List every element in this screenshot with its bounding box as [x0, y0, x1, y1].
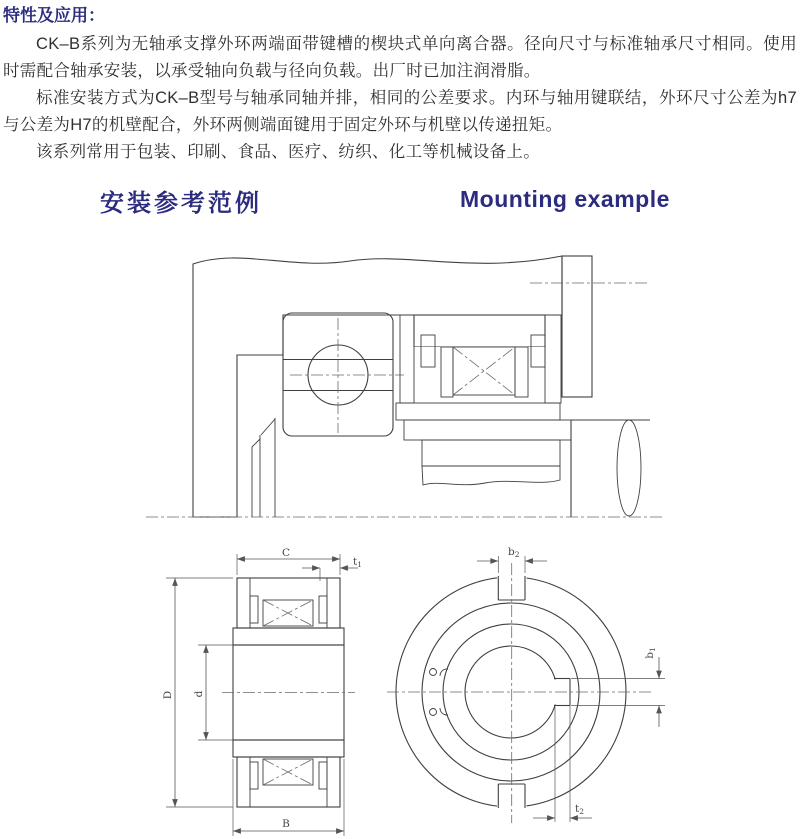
- section-title-zh: 安装参考范例: [100, 190, 262, 217]
- outer-ring-id: [422, 603, 600, 781]
- dim-label-B: B: [282, 818, 290, 830]
- clutch-left-plate: [400, 315, 414, 403]
- dim-label-t1: t1: [353, 556, 363, 569]
- shaft: [571, 420, 650, 517]
- lube-hole-top: [430, 669, 437, 676]
- machine-wall-right: [562, 256, 592, 397]
- clutch-front-view: [387, 563, 653, 823]
- clutch-section: [396, 315, 571, 485]
- spacer-sleeve: [252, 418, 275, 517]
- section-title-en: Mounting example: [460, 186, 670, 212]
- clutch-front-view-drawing: [385, 545, 685, 839]
- shaft-key: [422, 440, 560, 466]
- clutch-inner-ring: [396, 403, 560, 420]
- dim-t1: [302, 556, 362, 581]
- clutch-cross-section: [222, 578, 355, 807]
- mounting-example-drawing: [140, 228, 670, 532]
- dim-label-C: C: [281, 547, 291, 559]
- shaft-break-symbol: [617, 420, 641, 516]
- ball-bearing-section: [283, 313, 404, 436]
- dim-C: [237, 547, 340, 575]
- intro-text-block: [0, 4, 797, 166]
- intro-paragraph-3: 该系列常用于包装、印刷、食品、医疗、纺织、化工等机械设备上。: [36, 143, 540, 161]
- intro-paragraph-2: 标准安装方式为CK–B型号与轴承同轴并排，相同的公差要求。内环与轴用键联结，外环尺寸公差为h7与公差为H7的机壁配合，外环两侧端面键用于固定外环与机壁以传递扭矩。: [3, 89, 797, 134]
- lube-hole-bottom: [430, 709, 437, 716]
- dim-label-d: d: [193, 690, 205, 698]
- dim-label-D: D: [162, 690, 174, 700]
- clutch-side-view-drawing: [150, 545, 395, 839]
- intro-paragraph-1: CK–B系列为无轴承支撑外环两端面带键槽的楔块式单向离合器。径向尺寸与标准轴承尺寸相同。使用时需配合轴承安装，以承受轴向负载与径向负载。出厂时已加注润滑脂。: [3, 35, 797, 80]
- intro-heading: 特性及应用：: [3, 6, 105, 25]
- dim-label-b2: b2: [508, 546, 520, 559]
- dim-label-b1: b1: [644, 647, 657, 659]
- dim-b1: [571, 647, 665, 727]
- clutch-right-plate: [545, 315, 561, 403]
- dim-label-t2: t2: [575, 803, 585, 816]
